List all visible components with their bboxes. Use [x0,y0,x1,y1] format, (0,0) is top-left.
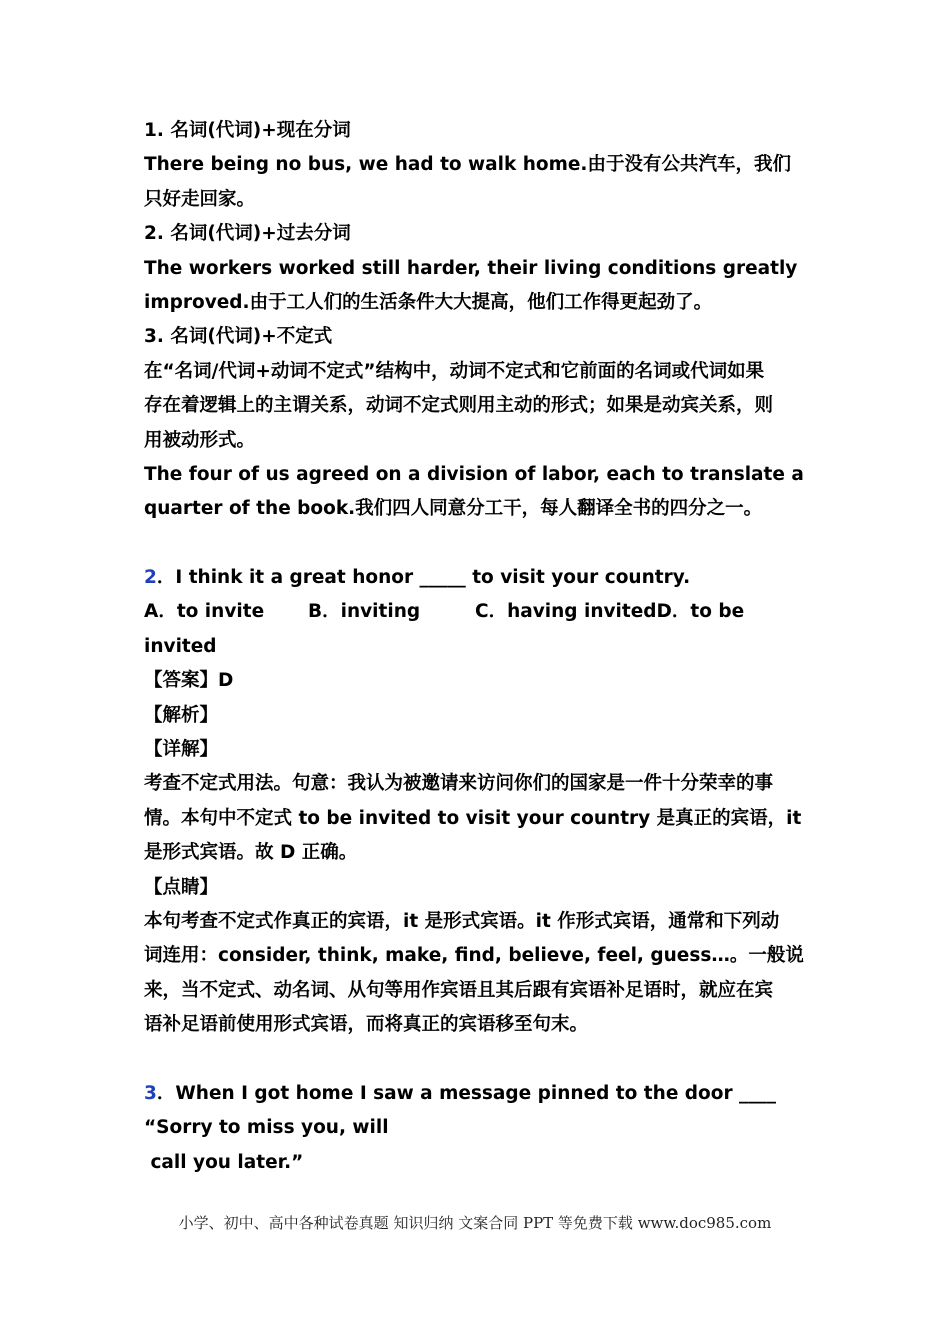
detail-line: 情。本句中不定式 to be invited to visit your country 是真正的宾语，it [144,807,802,829]
paragraph-line: 在“名词/代词+动词不定式”结构中，动词不定式和它前面的名词或代词如果 [144,360,765,382]
question-2-stem [144,561,814,595]
example-line: The four of us agreed on a division of labor, each to translate a [144,463,804,485]
example-line: 只好走回家。 [144,188,256,210]
question-text-line: call you later.” [144,1151,304,1173]
option-a: A．to invite [144,601,265,623]
detail-line: 考查不定式用法。句意：我认为被邀请来访问你们的国家是一件十分荣幸的事 [144,773,774,795]
question-3-stem [144,1077,814,1111]
question-text-line: “Sorry to miss you, will [144,1117,389,1139]
example-line: The workers worked still harder, their living conditions greatly [144,257,798,279]
example-line: There being no bus, we had to walk home.由于没有公共汽车，我们 [144,154,791,176]
heading-noun-infinitive: 3. 名词(代词)+不定式 [144,326,333,348]
heading-noun-past-participle: 2. 名词(代词)+过去分词 [144,223,351,245]
document-body [144,114,814,1180]
option-c: C．having invited [475,601,657,623]
example-line: improved.由于工人们的生活条件大大提高，他们工作得更起劲了。 [144,291,713,313]
tip-line: 来，当不定式、动名词、从句等用作宾语且其后跟有宾语补足语时，就应在宾 [144,979,774,1001]
page-footer: 小学、初中、高中各种试卷真题 知识归纳 文案合同 PPT 等免费下载 www.doc985.com [178,1214,772,1232]
detail-label: 【详解】 [144,739,219,761]
spacer [144,527,814,561]
question-2-options [144,595,814,629]
spacer [144,1043,814,1077]
analysis-label: 【解析】 [144,704,219,726]
question-number: 3 [144,1082,157,1104]
tip-line: 语补足语前使用形式宾语，而将真正的宾语移至句末。 [144,1014,589,1036]
example-line: quarter of the book.我们四人同意分工干，每人翻译全书的四分之一。 [144,498,763,520]
detail-line: 是形式宾语。故 D 正确。 [144,842,358,864]
tip-line: 词连用：consider, think, make, find, believe, feel, guess…。一般说 [144,945,804,967]
tip-line: 本句考查不定式作真正的宾语，it 是形式宾语。it 作形式宾语，通常和下列动 [144,910,780,932]
paragraph-line: 存在着逻辑上的主谓关系，动词不定式则用主动的形式；如果是动宾关系，则 [144,395,774,417]
tip-label: 【点睛】 [144,876,219,898]
option-d-continued: invited [144,635,217,657]
option-b: B．inviting [308,601,421,623]
answer-label: 【答案】D [144,670,234,692]
option-d: D．to be [656,601,745,623]
heading-noun-present-participle: 1. 名词(代词)+现在分词 [144,120,351,141]
question-number: 2 [144,567,157,589]
question-text: ．When I got home I saw a message pinned to the door ____ [156,1082,777,1104]
question-text: ．I think it a great honor _____ to visit your country. [156,567,691,589]
paragraph-line: 用被动形式。 [144,429,256,451]
